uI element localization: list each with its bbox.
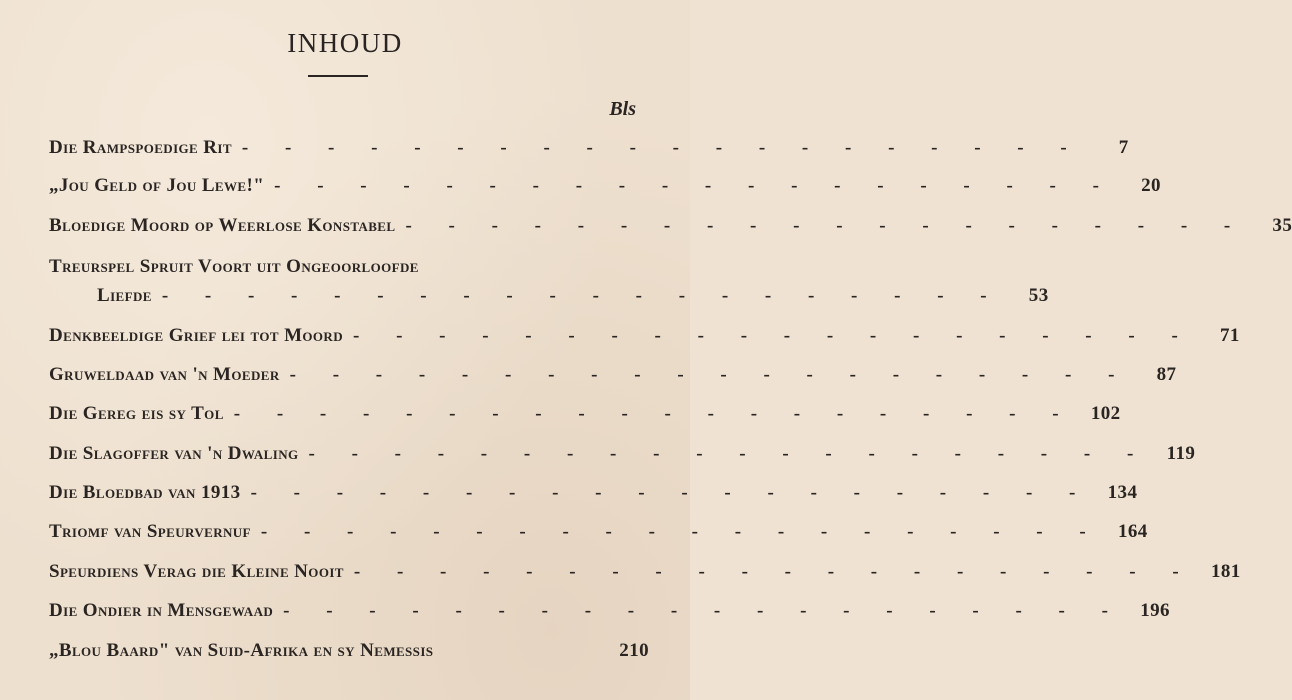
leader-dots: - - - - - - - - - - - - - - - - - - - - bbox=[353, 325, 1194, 346]
toc-entry-page: 20 bbox=[1141, 175, 1161, 196]
toc-entry bbox=[49, 325, 1240, 355]
toc-entry-title: Gruweldaad van 'n Moeder bbox=[49, 364, 280, 385]
toc-entry-page: 102 bbox=[1090, 403, 1121, 424]
toc-entry bbox=[49, 561, 1241, 591]
toc-entry-page: 181 bbox=[1210, 561, 1241, 582]
leader-dots: - - - - - - - - - - - - - - - - - - - - bbox=[241, 137, 1083, 158]
toc-entry-title: Speurdiens Verag die Kleine Nooit bbox=[49, 561, 344, 582]
leader-dots: - - - - - - - - - - - - - - - - - - - - bbox=[289, 364, 1131, 385]
page-column-label: Bls bbox=[609, 98, 636, 120]
leader-dots: - - - - - - - - - - - - - - - - - - - - bbox=[274, 175, 1115, 196]
title-underline bbox=[308, 75, 368, 77]
leader-dots: - - - - - - - - - - - - - - - - - - - - bbox=[233, 403, 1075, 424]
toc-entry-title: Denkbeeldige Grief lei tot Moord bbox=[49, 325, 343, 346]
toc-entry-page: 53 bbox=[1028, 285, 1049, 306]
toc-entry bbox=[49, 443, 1196, 473]
toc-entry-first-line bbox=[49, 256, 589, 286]
leader-dots: - - - - - - - - - - - - - - - - - - - - bbox=[308, 443, 1150, 464]
leader-dots: - - - - - - - - - - - - - - - - - - - - bbox=[405, 215, 1247, 236]
toc-entry-page: 196 bbox=[1140, 600, 1170, 621]
page-title: INHOUD bbox=[287, 28, 403, 58]
toc-entry-title: Die Rampspoedige Rit bbox=[49, 137, 232, 158]
leader-dots: - - - - - - - - - - - - - - - - - - - - bbox=[283, 600, 1124, 621]
toc-entry bbox=[49, 175, 1161, 205]
leader-dots: - - - - - - - - - - - - - - - - - - - - bbox=[260, 521, 1102, 542]
toc-entry bbox=[49, 137, 1129, 167]
toc-entry-title: „Jou Geld of Jou Lewe!" bbox=[49, 175, 265, 196]
toc-entry-title: Bloedige Moord op Weerlose Konstabel bbox=[49, 215, 396, 236]
toc-entry-page: 35 bbox=[1272, 215, 1292, 236]
toc-entry-page: 210 bbox=[619, 640, 649, 661]
toc-entry-title: Die Bloedbad van 1913 bbox=[49, 482, 241, 503]
toc-entry bbox=[49, 640, 649, 670]
toc-entry-title: „Blou Baard" van Suid-Afrika en sy Nemessis bbox=[49, 640, 434, 661]
toc-entry bbox=[97, 285, 1049, 315]
leader-dots: - - - - - - - - - - - - - - - - - - - - bbox=[353, 561, 1195, 582]
toc-entry bbox=[49, 600, 1170, 630]
toc-entry-page: 7 bbox=[1118, 137, 1129, 158]
toc-entry-title: Die Gereg eis sy Tol bbox=[49, 403, 224, 424]
toc-entry-title: Die Slagoffer van 'n Dwaling bbox=[49, 443, 299, 464]
toc-entry-page: 119 bbox=[1166, 443, 1196, 464]
toc-entry-title-line1: Treurspel Spruit Voort uit Ongeoorloofde bbox=[49, 256, 419, 277]
toc-entry bbox=[49, 215, 1292, 245]
toc-entry-title: Die Ondier in Mensgewaad bbox=[49, 600, 274, 621]
toc-entry-page: 164 bbox=[1118, 521, 1148, 542]
leader-dots: - - - - - - - - - - - - - - - - - - - - bbox=[161, 285, 1003, 306]
toc-entry bbox=[49, 521, 1148, 551]
toc-entry bbox=[49, 403, 1121, 433]
toc-entry bbox=[49, 364, 1177, 394]
toc-entry bbox=[49, 482, 1138, 512]
toc-entry-page: 71 bbox=[1219, 325, 1240, 346]
leader-dots: - - - - - - - - - - - - - - - - - - - - bbox=[250, 482, 1092, 503]
toc-entry-title: Triomf van Speurvernuf bbox=[49, 521, 251, 542]
toc-entry-page: 87 bbox=[1156, 364, 1177, 385]
toc-entry-page: 134 bbox=[1107, 482, 1138, 503]
toc-entry-title: Liefde bbox=[97, 285, 152, 306]
